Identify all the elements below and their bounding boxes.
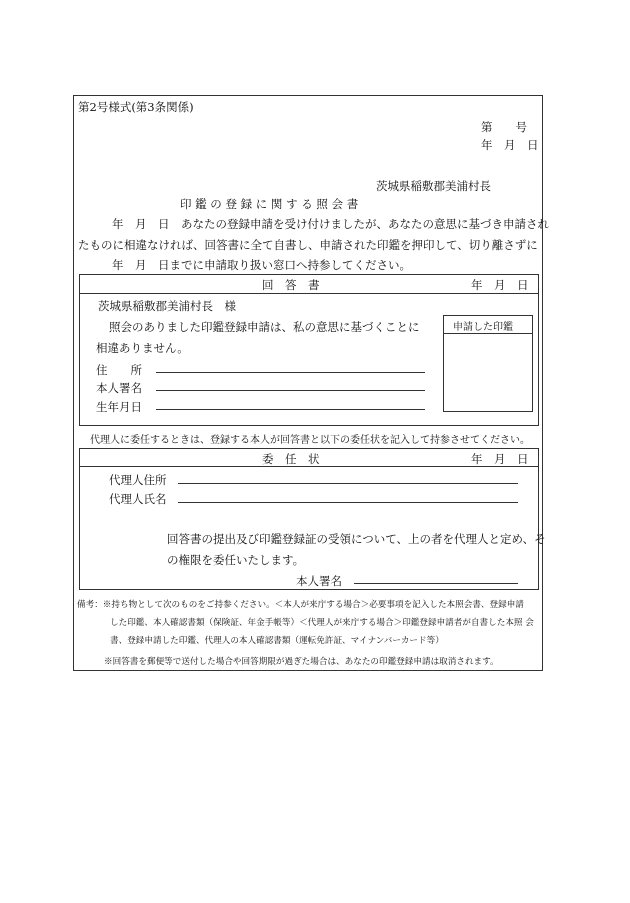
note-line-3: 書、登録申請した印鑑、代理人の本人確認書類（運転免許証、マイナンバーカード等） [110,636,444,646]
addressee: 茨城県稲敷郡美浦村長 [376,179,491,193]
dob-field[interactable] [156,409,425,410]
stamp-box-divider [443,333,533,334]
signature-label: 本人署名 [96,381,142,395]
intro-line-2: たものに相違なければ、回答書に全て自書し、申請された印鑑を押印して、切り離さずに [78,238,538,252]
dob-label: 生年月日 [96,400,142,414]
issue-date: 年 月 日 [481,138,539,152]
delegation-statement-1: 回答書の提出及び印鑑登録証の受領について、上の者を代理人と定め、そ [167,532,546,546]
signature-field[interactable] [156,390,425,391]
reply-statement-2: 相違ありません。 [96,341,189,355]
address-label: 住 所 [96,363,142,377]
delegation-box [79,448,539,590]
form-number: 第2号様式(第3条関係) [78,100,194,114]
delegation-statement-2: の権限を委任いたします。 [167,553,305,567]
agent-name-field[interactable] [178,502,518,503]
address-field[interactable] [156,372,425,373]
note-line-4: ※回答書を郵便等で送付した場合や回答期限が過ぎた場合は、あなたの印鑑登録申請は取消されます。 [104,657,499,667]
agent-name-label: 代理人氏名 [109,492,167,506]
delegation-date: 年 月 日 [471,452,529,466]
stamp-label: 申請した印鑑 [453,322,513,333]
form-title: 印 鑑 の 登 録 に 関 す る 照 会 書 [180,197,359,211]
note-line-2: した印鑑、本人確認書類（保険証、年金手帳等）＜代理人が来庁する場合＞印鑑登録申請者が自書した本照 会 [110,618,534,628]
reply-addressee: 茨城県稲敷郡美浦村長 様 [98,299,236,313]
reply-title: 回 答 書 [262,278,320,292]
proxy-note: 代理人に委任するときは、登録する本人が回答書と以下の委任状を記入して持参させてください。 [90,435,530,446]
agent-address-label: 代理人住所 [109,473,167,487]
intro-line-3: 年 月 日までに申請取り扱い窓口へ持参してください。 [112,258,411,272]
reply-statement-1: 照会のありました印鑑登録申請は、私の意思に基づくことに [109,320,420,334]
reply-date: 年 月 日 [471,278,529,292]
delegation-title: 委 任 状 [262,452,320,466]
agent-address-field[interactable] [178,483,518,484]
note-line-1: 備考：※持ち物として次のものをご持参ください。＜本人が来庁する場合＞必要事項を記入した本照会書、登録申請 [77,600,524,610]
reply-header-divider [79,293,539,294]
principal-signature-field[interactable] [354,583,518,584]
issue-number: 第 号 [481,120,527,134]
intro-line-1: 年 月 日 あなたの登録申請を受け付けましたが、あなたの意思に基づき申請され [112,217,549,231]
principal-signature-label: 本人署名 [296,574,342,588]
